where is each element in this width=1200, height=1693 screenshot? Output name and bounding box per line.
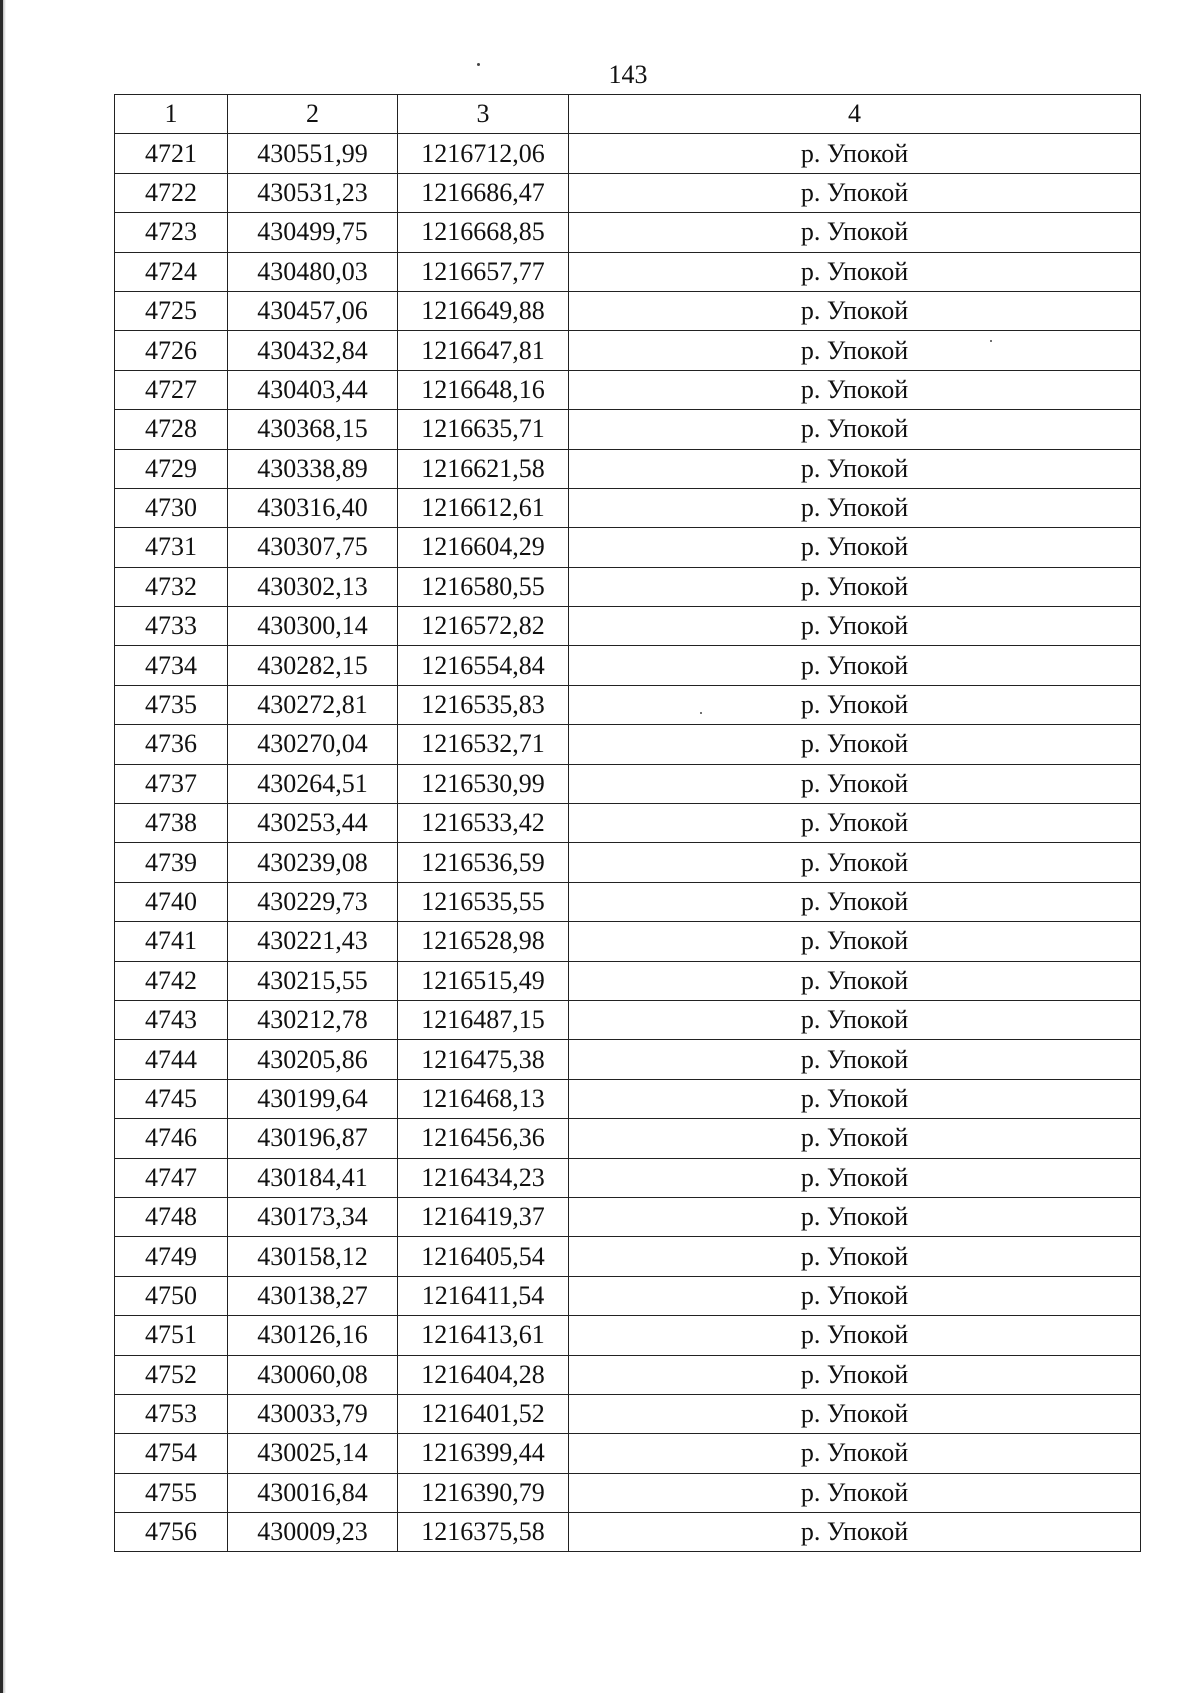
table-row xyxy=(115,1119,1141,1158)
x-coordinate-cell: 430551,99 xyxy=(228,134,398,173)
table-row xyxy=(115,922,1141,961)
description-cell: р. Упокой xyxy=(569,1276,1141,1315)
point-number-cell: 4746 xyxy=(115,1119,228,1158)
table-row xyxy=(115,1079,1141,1118)
y-coordinate-cell: 1216657,77 xyxy=(398,252,569,291)
description-cell: р. Упокой xyxy=(569,331,1141,370)
table-row xyxy=(115,449,1141,488)
x-coordinate-cell: 430158,12 xyxy=(228,1237,398,1276)
description-cell: р. Упокой xyxy=(569,1040,1141,1079)
table-row xyxy=(115,1000,1141,1039)
y-coordinate-cell: 1216475,38 xyxy=(398,1040,569,1079)
description-cell: р. Упокой xyxy=(569,1513,1141,1552)
point-number-cell: 4728 xyxy=(115,410,228,449)
point-number-cell: 4739 xyxy=(115,843,228,882)
description-cell: р. Упокой xyxy=(569,882,1141,921)
x-coordinate-cell: 430432,84 xyxy=(228,331,398,370)
x-coordinate-cell: 430316,40 xyxy=(228,488,398,527)
x-coordinate-cell: 430302,13 xyxy=(228,567,398,606)
point-number-cell: 4747 xyxy=(115,1158,228,1197)
x-coordinate-cell: 430196,87 xyxy=(228,1119,398,1158)
point-number-cell: 4730 xyxy=(115,488,228,527)
point-number-cell: 4726 xyxy=(115,331,228,370)
point-number-cell: 4721 xyxy=(115,134,228,173)
description-cell: р. Упокой xyxy=(569,804,1141,843)
point-number-cell: 4731 xyxy=(115,528,228,567)
x-coordinate-cell: 430184,41 xyxy=(228,1158,398,1197)
table-row xyxy=(115,607,1141,646)
coordinates-table xyxy=(114,94,1141,1552)
description-cell: р. Упокой xyxy=(569,291,1141,330)
description-cell: р. Упокой xyxy=(569,1394,1141,1433)
table-row xyxy=(115,1355,1141,1394)
y-coordinate-cell: 1216612,61 xyxy=(398,488,569,527)
x-coordinate-cell: 430009,23 xyxy=(228,1513,398,1552)
x-coordinate-cell: 430270,04 xyxy=(228,725,398,764)
description-cell: р. Упокой xyxy=(569,646,1141,685)
table-row xyxy=(115,488,1141,527)
description-cell: р. Упокой xyxy=(569,528,1141,567)
description-cell: р. Упокой xyxy=(569,213,1141,252)
x-coordinate-cell: 430138,27 xyxy=(228,1276,398,1315)
point-number-cell: 4749 xyxy=(115,1237,228,1276)
table-row xyxy=(115,804,1141,843)
y-coordinate-cell: 1216468,13 xyxy=(398,1079,569,1118)
point-number-cell: 4736 xyxy=(115,725,228,764)
table-header-row xyxy=(115,95,1141,134)
x-coordinate-cell: 430480,03 xyxy=(228,252,398,291)
point-number-cell: 4743 xyxy=(115,1000,228,1039)
table-row xyxy=(115,1394,1141,1433)
table-row xyxy=(115,725,1141,764)
table-body xyxy=(115,134,1141,1552)
description-cell: р. Упокой xyxy=(569,725,1141,764)
y-coordinate-cell: 1216413,61 xyxy=(398,1316,569,1355)
x-coordinate-cell: 430199,64 xyxy=(228,1079,398,1118)
y-coordinate-cell: 1216554,84 xyxy=(398,646,569,685)
table-row xyxy=(115,1513,1141,1552)
description-cell: р. Упокой xyxy=(569,1000,1141,1039)
point-number-cell: 4732 xyxy=(115,567,228,606)
table-row xyxy=(115,1316,1141,1355)
y-coordinate-cell: 1216456,36 xyxy=(398,1119,569,1158)
y-coordinate-cell: 1216411,54 xyxy=(398,1276,569,1315)
x-coordinate-cell: 430229,73 xyxy=(228,882,398,921)
point-number-cell: 4742 xyxy=(115,961,228,1000)
table-row xyxy=(115,646,1141,685)
y-coordinate-cell: 1216686,47 xyxy=(398,173,569,212)
table-row xyxy=(115,213,1141,252)
y-coordinate-cell: 1216401,52 xyxy=(398,1394,569,1433)
y-coordinate-cell: 1216405,54 xyxy=(398,1237,569,1276)
y-coordinate-cell: 1216375,58 xyxy=(398,1513,569,1552)
description-cell: р. Упокой xyxy=(569,1197,1141,1236)
point-number-cell: 4733 xyxy=(115,607,228,646)
x-coordinate-cell: 430264,51 xyxy=(228,764,398,803)
point-number-cell: 4737 xyxy=(115,764,228,803)
x-coordinate-cell: 430253,44 xyxy=(228,804,398,843)
table-row xyxy=(115,1276,1141,1315)
y-coordinate-cell: 1216535,83 xyxy=(398,685,569,724)
description-cell: р. Упокой xyxy=(569,1355,1141,1394)
description-cell: р. Упокой xyxy=(569,607,1141,646)
y-coordinate-cell: 1216434,23 xyxy=(398,1158,569,1197)
table-row xyxy=(115,528,1141,567)
point-number-cell: 4727 xyxy=(115,370,228,409)
table-row xyxy=(115,1237,1141,1276)
table-row xyxy=(115,291,1141,330)
x-coordinate-cell: 430307,75 xyxy=(228,528,398,567)
table-row xyxy=(115,252,1141,291)
table-row xyxy=(115,882,1141,921)
y-coordinate-cell: 1216712,06 xyxy=(398,134,569,173)
y-coordinate-cell: 1216528,98 xyxy=(398,922,569,961)
x-coordinate-cell: 430060,08 xyxy=(228,1355,398,1394)
y-coordinate-cell: 1216532,71 xyxy=(398,725,569,764)
y-coordinate-cell: 1216621,58 xyxy=(398,449,569,488)
table-row xyxy=(115,1040,1141,1079)
y-coordinate-cell: 1216515,49 xyxy=(398,961,569,1000)
point-number-cell: 4724 xyxy=(115,252,228,291)
y-coordinate-cell: 1216535,55 xyxy=(398,882,569,921)
y-coordinate-cell: 1216648,16 xyxy=(398,370,569,409)
table-row xyxy=(115,685,1141,724)
point-number-cell: 4722 xyxy=(115,173,228,212)
column-header: 4 xyxy=(569,95,1141,134)
point-number-cell: 4738 xyxy=(115,804,228,843)
y-coordinate-cell: 1216604,29 xyxy=(398,528,569,567)
point-number-cell: 4754 xyxy=(115,1434,228,1473)
column-header: 2 xyxy=(228,95,398,134)
description-cell: р. Упокой xyxy=(569,1473,1141,1512)
x-coordinate-cell: 430272,81 xyxy=(228,685,398,724)
y-coordinate-cell: 1216536,59 xyxy=(398,843,569,882)
table-row xyxy=(115,410,1141,449)
point-number-cell: 4729 xyxy=(115,449,228,488)
description-cell: р. Упокой xyxy=(569,764,1141,803)
table-row xyxy=(115,764,1141,803)
table-row xyxy=(115,843,1141,882)
x-coordinate-cell: 430016,84 xyxy=(228,1473,398,1512)
x-coordinate-cell: 430403,44 xyxy=(228,370,398,409)
description-cell: р. Упокой xyxy=(569,370,1141,409)
x-coordinate-cell: 430368,15 xyxy=(228,410,398,449)
x-coordinate-cell: 430221,43 xyxy=(228,922,398,961)
page-number: 143 xyxy=(608,60,648,89)
table-row xyxy=(115,331,1141,370)
y-coordinate-cell: 1216647,81 xyxy=(398,331,569,370)
x-coordinate-cell: 430173,34 xyxy=(228,1197,398,1236)
description-cell: р. Упокой xyxy=(569,449,1141,488)
table-row xyxy=(115,173,1141,212)
description-cell: р. Упокой xyxy=(569,410,1141,449)
point-number-cell: 4750 xyxy=(115,1276,228,1315)
description-cell: р. Упокой xyxy=(569,252,1141,291)
point-number-cell: 4756 xyxy=(115,1513,228,1552)
point-number-cell: 4751 xyxy=(115,1316,228,1355)
y-coordinate-cell: 1216404,28 xyxy=(398,1355,569,1394)
x-coordinate-cell: 430457,06 xyxy=(228,291,398,330)
y-coordinate-cell: 1216390,79 xyxy=(398,1473,569,1512)
description-cell: р. Упокой xyxy=(569,1158,1141,1197)
y-coordinate-cell: 1216533,42 xyxy=(398,804,569,843)
description-cell: р. Упокой xyxy=(569,685,1141,724)
x-coordinate-cell: 430215,55 xyxy=(228,961,398,1000)
description-cell: р. Упокой xyxy=(569,961,1141,1000)
y-coordinate-cell: 1216668,85 xyxy=(398,213,569,252)
point-number-cell: 4744 xyxy=(115,1040,228,1079)
table-row xyxy=(115,567,1141,606)
x-coordinate-cell: 430205,86 xyxy=(228,1040,398,1079)
y-coordinate-cell: 1216580,55 xyxy=(398,567,569,606)
description-cell: р. Упокой xyxy=(569,1119,1141,1158)
description-cell: р. Упокой xyxy=(569,1434,1141,1473)
description-cell: р. Упокой xyxy=(569,843,1141,882)
description-cell: р. Упокой xyxy=(569,1079,1141,1118)
x-coordinate-cell: 430531,23 xyxy=(228,173,398,212)
x-coordinate-cell: 430239,08 xyxy=(228,843,398,882)
table-row xyxy=(115,370,1141,409)
y-coordinate-cell: 1216635,71 xyxy=(398,410,569,449)
description-cell: р. Упокой xyxy=(569,134,1141,173)
table-row xyxy=(115,1197,1141,1236)
point-number-cell: 4753 xyxy=(115,1394,228,1433)
x-coordinate-cell: 430126,16 xyxy=(228,1316,398,1355)
point-number-cell: 4755 xyxy=(115,1473,228,1512)
y-coordinate-cell: 1216487,15 xyxy=(398,1000,569,1039)
table-row xyxy=(115,1158,1141,1197)
point-number-cell: 4745 xyxy=(115,1079,228,1118)
x-coordinate-cell: 430300,14 xyxy=(228,607,398,646)
description-cell: р. Упокой xyxy=(569,173,1141,212)
table-row xyxy=(115,1473,1141,1512)
description-cell: р. Упокой xyxy=(569,1237,1141,1276)
column-header: 3 xyxy=(398,95,569,134)
description-cell: р. Упокой xyxy=(569,1316,1141,1355)
point-number-cell: 4741 xyxy=(115,922,228,961)
point-number-cell: 4734 xyxy=(115,646,228,685)
table-row xyxy=(115,134,1141,173)
x-coordinate-cell: 430025,14 xyxy=(228,1434,398,1473)
point-number-cell: 4752 xyxy=(115,1355,228,1394)
column-header: 1 xyxy=(115,95,228,134)
x-coordinate-cell: 430499,75 xyxy=(228,213,398,252)
y-coordinate-cell: 1216419,37 xyxy=(398,1197,569,1236)
y-coordinate-cell: 1216399,44 xyxy=(398,1434,569,1473)
table-row xyxy=(115,961,1141,1000)
x-coordinate-cell: 430033,79 xyxy=(228,1394,398,1433)
x-coordinate-cell: 430282,15 xyxy=(228,646,398,685)
table-row xyxy=(115,1434,1141,1473)
y-coordinate-cell: 1216530,99 xyxy=(398,764,569,803)
x-coordinate-cell: 430212,78 xyxy=(228,1000,398,1039)
description-cell: р. Упокой xyxy=(569,567,1141,606)
point-number-cell: 4735 xyxy=(115,685,228,724)
point-number-cell: 4723 xyxy=(115,213,228,252)
x-coordinate-cell: 430338,89 xyxy=(228,449,398,488)
description-cell: р. Упокой xyxy=(569,488,1141,527)
page-edge-shadow xyxy=(0,0,6,1693)
point-number-cell: 4748 xyxy=(115,1197,228,1236)
y-coordinate-cell: 1216649,88 xyxy=(398,291,569,330)
y-coordinate-cell: 1216572,82 xyxy=(398,607,569,646)
point-number-cell: 4725 xyxy=(115,291,228,330)
point-number-cell: 4740 xyxy=(115,882,228,921)
description-cell: р. Упокой xyxy=(569,922,1141,961)
